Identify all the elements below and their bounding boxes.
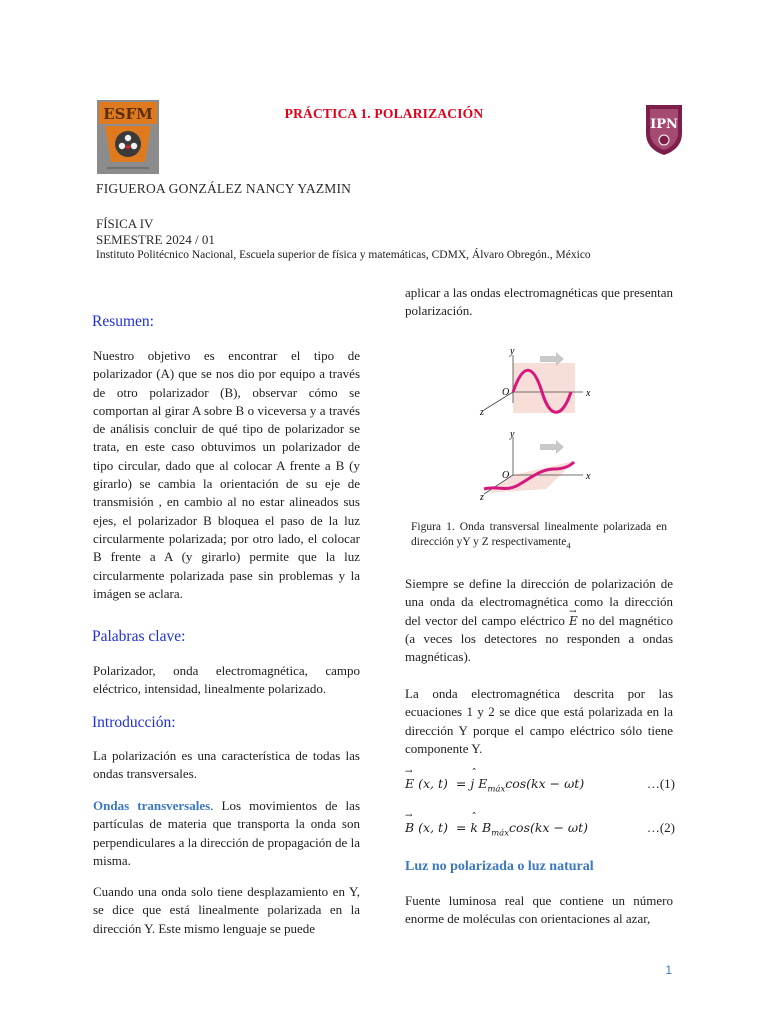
institution: Instituto Politécnico Nacional, Escuela superior de física y matemáticas, CDMX, Álvaro Obregón., México [96, 249, 591, 261]
resumen-heading: Resumen: [92, 313, 154, 330]
ondas-label: Ondas transversales [93, 798, 211, 813]
ondas-paragraph [93, 797, 360, 870]
resumen-text [93, 347, 360, 603]
e-vector-symbol: → E [569, 612, 578, 630]
intro-text [93, 747, 360, 784]
keywords-paragraph: Polarizador, onda electromagnética, campo eléctrico, intensidad, linealmente polarizado. [93, 663, 360, 697]
resumen-paragraph: Nuestro objetivo es encontrar el tipo de polarizador (A) que se nos dio por equipo a través de otro polarizador (B), observar cómo se comportan al girar A sobre B o viceversa y a través de análisis concluir de qué tipo de polarizador se trata, en este caso obtuvimos un polarizador de tipo circular, dado que al colocar A frente a B (y girarlo) se cambia la orientación de su eje de transmisión , en cambio al no estar alineados sus ejes, el polarizador B bloquea el paso de la luz circularmente polarizada; por otro lado, el colocar B frente a A (y girarlo) permite que la luz circularmente polarizada pase sin problemas y la imágen se aclara. [93, 348, 360, 601]
equation-2 [405, 820, 675, 839]
luz-paragraph: Fuente luminosa real que contiene un número enorme de moléculas con orientaciones al azar, [405, 893, 673, 927]
last-paragraph: Cuando una onda solo tiene desplazamiento en Y, se dice que está linealmente polarizada en la dirección Y. Este mismo lenguaje se puede [93, 884, 360, 936]
keywords-text [93, 662, 360, 699]
eq1-number: …(1) [646, 776, 675, 791]
label-o-bottom: O [502, 470, 510, 481]
author-name: FIGUEROA GONZÁLEZ NANCY YAZMIN [96, 181, 352, 196]
eq2-amplitude: B [481, 820, 492, 835]
label-x-top: x [586, 388, 591, 399]
eq2-lhs: → B [405, 820, 414, 835]
eq2-args: (x, t) [418, 820, 448, 835]
label-z-top: z [480, 407, 484, 418]
eq1-rhs: cos(kx − ωt) [505, 776, 585, 791]
definition-part-1: Siempre se define la dirección de polarización de una onda da electromagnética como la dirección del vector del campo eléctrico [405, 576, 673, 628]
intro-heading: Introducción: [92, 714, 176, 731]
arrow-bottom [540, 440, 564, 454]
luz-heading: Luz no polarizada o luz natural [405, 859, 594, 874]
eq1-equals: = [455, 776, 467, 791]
eq1-args: (x, t) [418, 776, 448, 791]
caption-text: Figura 1. Onda transversal linealmente polarizada en dirección yY y Z respectivamente [411, 521, 667, 548]
last-text [93, 883, 360, 938]
intro-paragraph: La polarización es una característica de todas las ondas transversales. [93, 748, 360, 782]
semester: SEMESTRE 2024 / 01 [96, 232, 215, 247]
wave-description [405, 685, 673, 758]
right-top-paragraph: aplicar a las ondas electromagnéticas que presentan polarización. [405, 285, 673, 319]
luz-text [405, 892, 673, 929]
right-top-text [405, 284, 673, 321]
ondas-text [93, 797, 360, 870]
course-name: FÍSICA IV [96, 216, 154, 231]
label-y-bottom: y [510, 429, 515, 440]
eq1-lhs: → E [405, 776, 414, 791]
svg-text:IPN: IPN [650, 117, 678, 132]
page-number: 1 [665, 963, 672, 977]
eq2-equals: = [455, 820, 467, 835]
label-y-top: y [510, 346, 515, 357]
polarization-definition [405, 575, 673, 666]
definition-part-2: no del magnético (a veces los detectores no responden a ondas magnéticas). [405, 612, 673, 665]
label-z-bottom: z [480, 492, 484, 503]
polarization-figure [470, 343, 610, 505]
eq2-unit-vector: ˆ k [470, 820, 478, 835]
keywords-heading: Palabras clave: [92, 628, 186, 645]
equation-1 [405, 776, 675, 795]
definition-paragraph [405, 575, 673, 666]
svg-text:ESFM: ESFM [103, 105, 153, 123]
document-title: PRÁCTICA 1. POLARIZACIÓN [284, 106, 484, 121]
eq1-amplitude: E [478, 776, 488, 791]
caption-reference: 4 [566, 540, 571, 551]
eq2-rhs: cos(kx − ωt) [509, 820, 589, 835]
eq2-number: …(2) [646, 820, 675, 835]
eq1-sub: máx [487, 784, 506, 795]
figure-caption [411, 520, 667, 553]
ondas-body: . Los movimientos de las partículas de materia que transporta la onda son perpendiculares a la dirección de propagación de la misma. [93, 798, 360, 868]
eq1-unit-vector: ˆ j [470, 776, 474, 791]
label-o-top: O [502, 387, 510, 398]
wave-description-paragraph: La onda electromagnética descrita por las ecuaciones 1 y 2 se dice que está polarizada en la dirección Y porque el campo eléctrico sólo tiene componente Y. [405, 686, 673, 756]
eq2-sub: máx [491, 828, 510, 839]
label-x-bottom: x [586, 471, 591, 482]
